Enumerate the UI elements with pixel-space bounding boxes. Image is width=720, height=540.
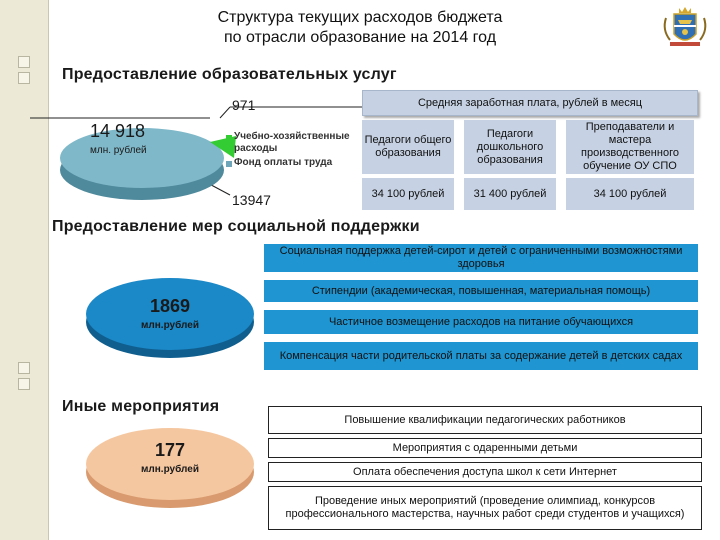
pie-large-slice-label: 13947 — [232, 192, 271, 208]
wage-value-vocational: 34 100 рублей — [566, 178, 694, 210]
social-support-ellipse — [84, 276, 256, 360]
left-decor-rule — [48, 0, 49, 540]
other-item-gifted-children: Мероприятия с одаренными детьми — [268, 438, 702, 458]
legend-swatch-payroll — [226, 161, 232, 167]
page-title — [120, 8, 600, 48]
social-item-kindergarten: Компенсация части родительской платы за содержание детей в детских садах — [264, 342, 698, 370]
decor-square — [18, 72, 30, 84]
title-line-1: Структура текущих расходов бюджета — [217, 9, 503, 26]
other-item-olympiads: Проведение иных мероприятий (проведение олимпиад, конкурсов профессионального мастерства, научных работ среди студентов и учащихся) — [268, 486, 702, 530]
other-activities-unit: млн.рублей — [141, 464, 199, 475]
other-item-internet: Оплата обеспечения доступа школ к сети Интернет — [268, 462, 702, 482]
decor-square — [18, 56, 30, 68]
other-activities-value: 177 — [154, 440, 186, 460]
wage-value-general: 34 100 рублей — [362, 178, 454, 210]
other-item-qualification: Повышение квалификации педагогических работников — [268, 406, 702, 434]
pie-total-unit: млн. рублей — [90, 145, 147, 156]
coat-of-arms-icon — [660, 4, 710, 52]
title-line-2: по отрасли образование на 2014 год — [223, 29, 497, 46]
legend-swatch-household — [226, 135, 232, 141]
wage-table-header: Средняя заработная плата, рублей в месяц — [362, 90, 698, 116]
wage-col-title-vocational: Преподаватели и мастера производственного обучение ОУ СПО — [566, 120, 694, 174]
wage-col-title-general: Педагоги общего образования — [362, 120, 454, 174]
pie-small-slice-label: 971 — [232, 97, 256, 113]
section-heading-education: Предоставление образовательных услуг — [62, 66, 397, 83]
legend-label-household: Учебно-хозяйственные расходы — [234, 131, 350, 154]
decor-square — [18, 378, 30, 390]
wage-col-title-preschool: Педагоги дошкольного образования — [464, 120, 556, 174]
decor-square — [18, 362, 30, 374]
social-support-unit: млн.рублей — [141, 320, 199, 331]
legend-label-payroll: Фонд оплаты труда — [234, 157, 333, 168]
section-heading-social-support: Предоставление мер социальной поддержки — [52, 218, 420, 235]
education-pie-chart — [60, 110, 245, 210]
social-item-orphans: Социальная поддержка детей-сирот и детей с ограниченными возможностями здоровья — [264, 244, 698, 272]
wage-value-preschool: 31 400 рублей — [464, 178, 556, 210]
social-item-stipends: Стипендии (академическая, повышенная, материальная помощь) — [264, 280, 698, 302]
social-support-value: 1869 — [149, 296, 191, 316]
pie-total-value: 14 918 — [90, 121, 146, 141]
section-heading-other-activities: Иные мероприятия — [62, 398, 220, 415]
social-item-meals: Частичное возмещение расходов на питание обучающихся — [264, 310, 698, 334]
